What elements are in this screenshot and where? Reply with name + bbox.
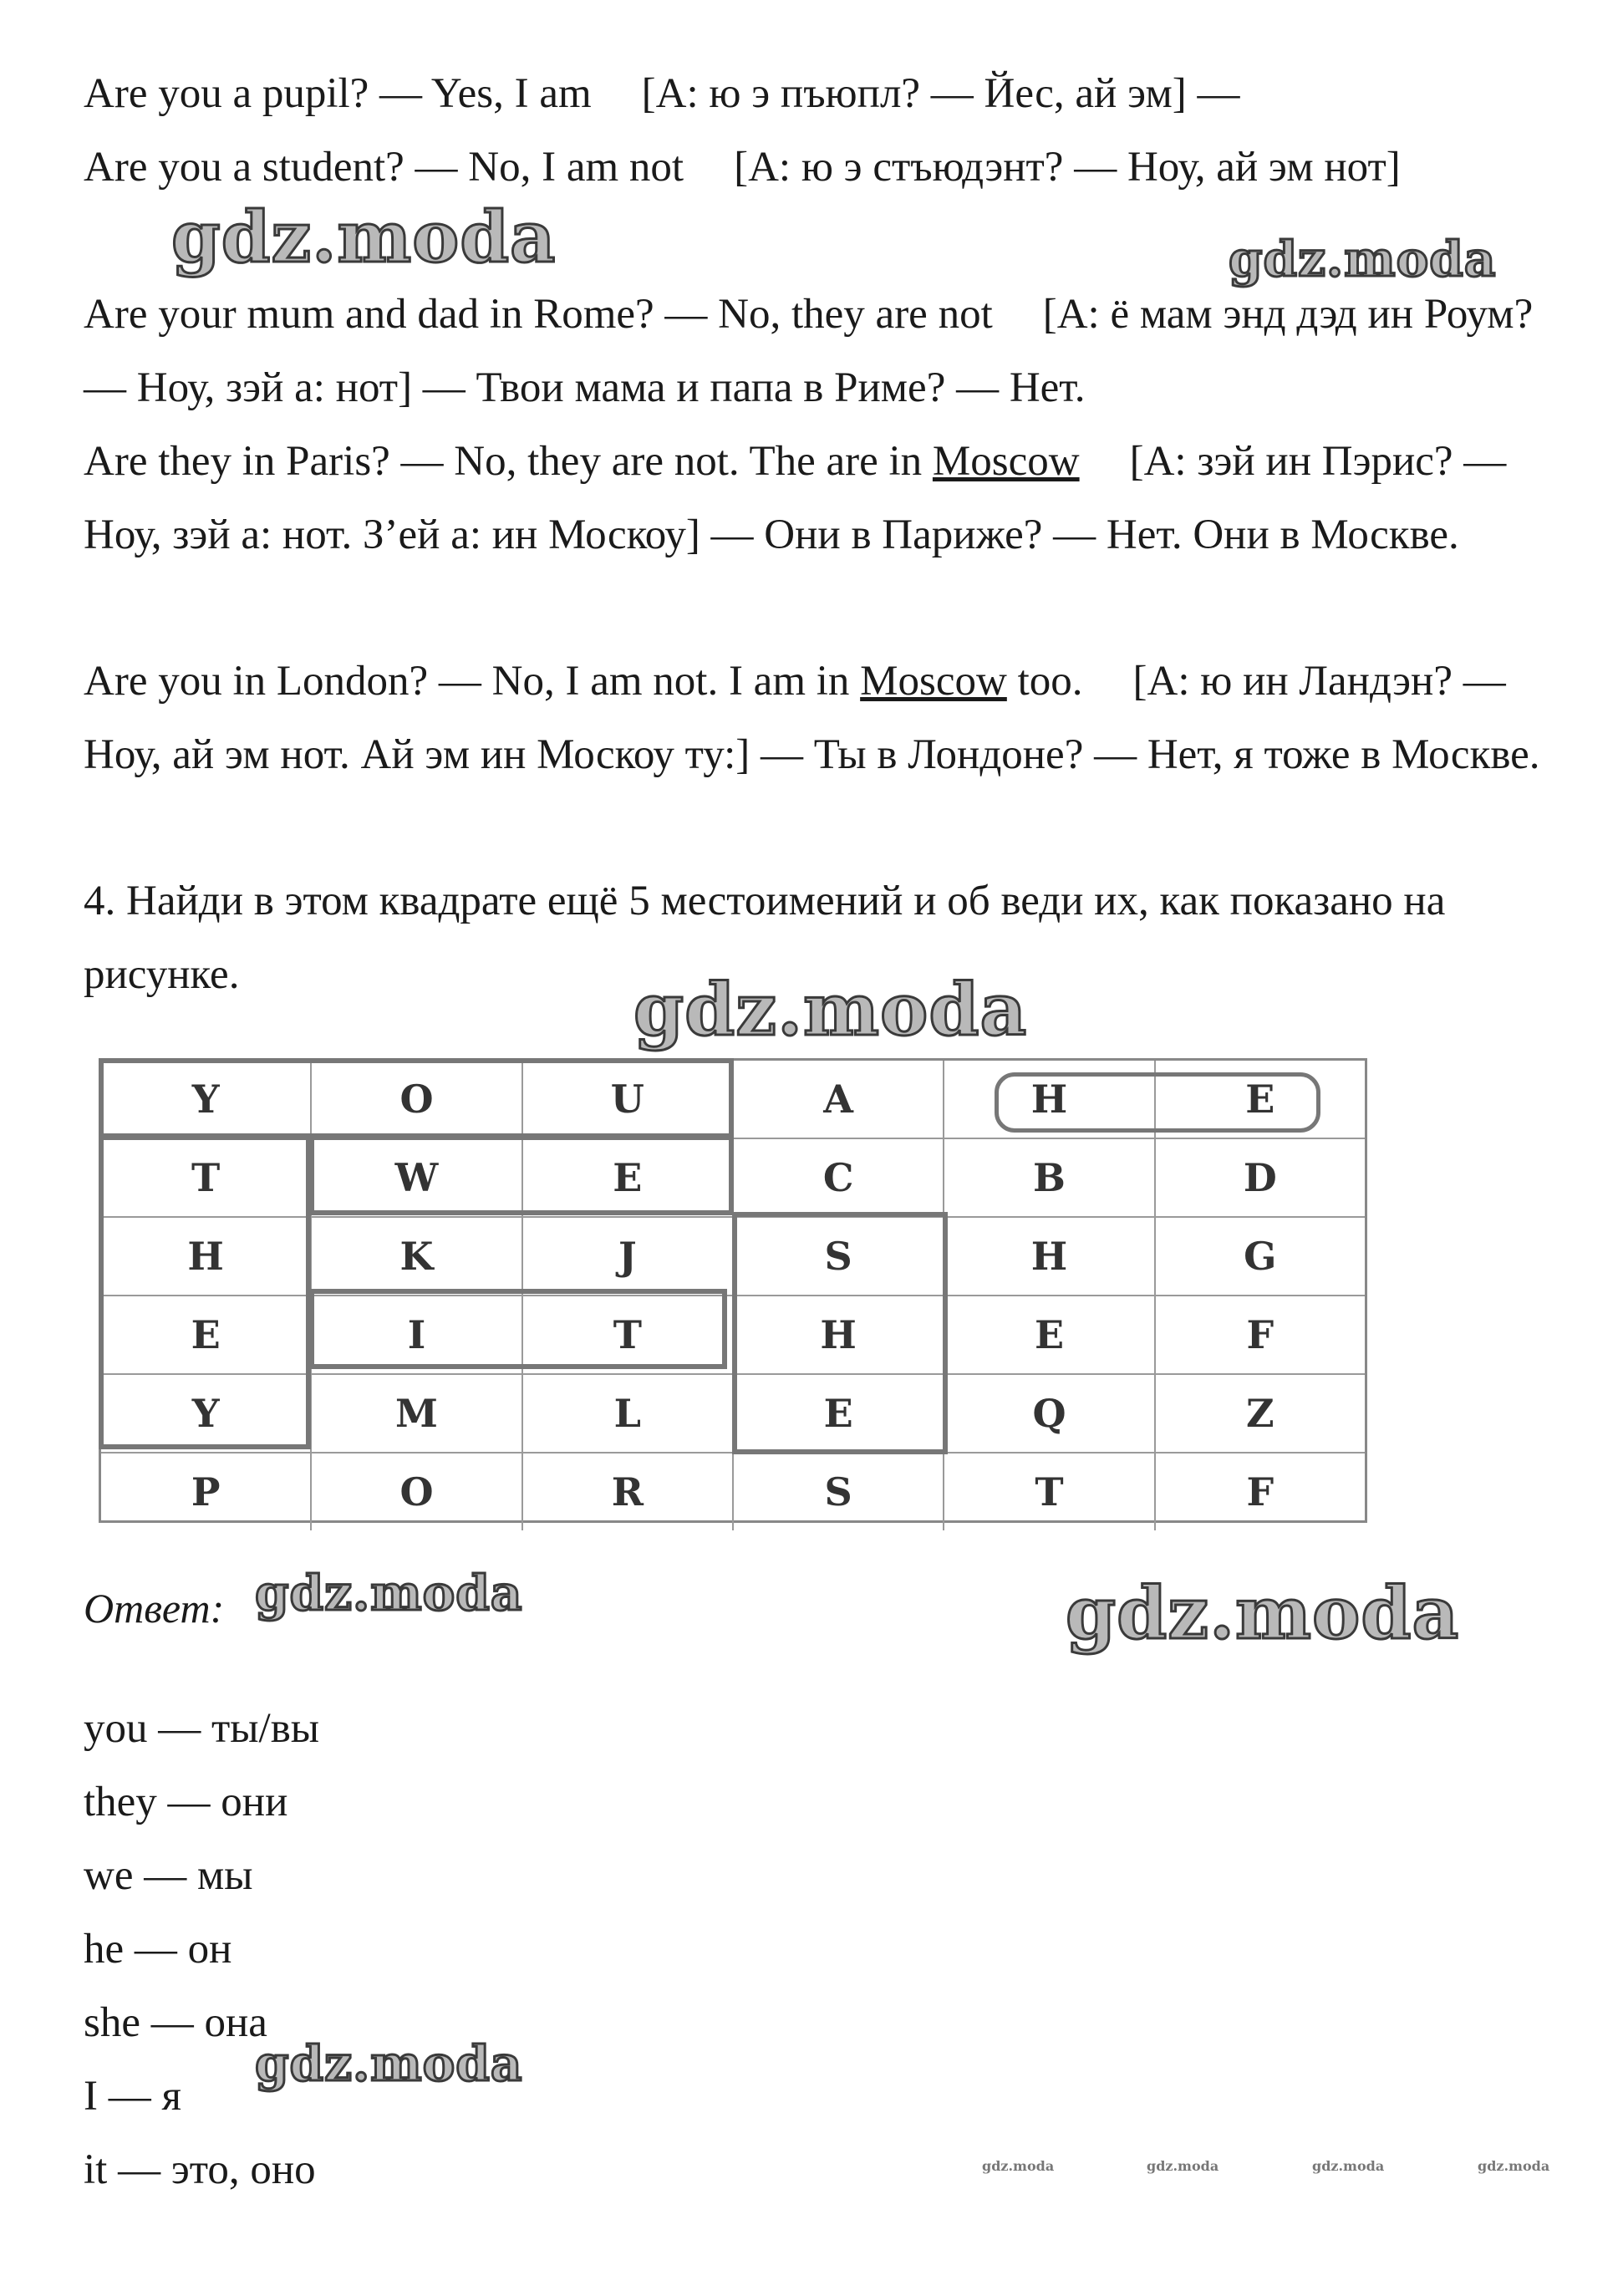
outline-it [309,1289,727,1369]
grid-cell: K [312,1218,522,1295]
answer-item: we — мы [84,1852,253,1899]
grid-cell: W [312,1139,522,1216]
outline-we [309,1135,734,1215]
grid-cell: Z [1246,1391,1274,1436]
grid-cell: Q [944,1375,1155,1452]
english-text: Are they in Paris? — No, they are not. The are in [84,438,923,485]
watermark-small: gdz.moda [982,2158,1055,2174]
grid-cell: E [734,1375,944,1452]
grid-cell: B [944,1139,1155,1216]
answer-label: Ответ: [84,1585,225,1632]
grid-cell: E [101,1296,312,1373]
transcription-text: [А: ю э стъюдэнт? — Ноу, ай эм нот] [734,144,1401,191]
watermark: gdz.moda [633,968,1028,1052]
watermark: gdz.moda [171,196,557,278]
watermark: gdz.moda [255,1565,523,1621]
grid-cell: H [944,1218,1155,1295]
grid-cell: H [101,1218,312,1295]
grid-cell: M [312,1375,522,1452]
grid-cell: E [944,1296,1155,1373]
grid-cell: F [1246,1469,1274,1515]
watermark-small: gdz.moda [1147,2158,1219,2174]
watermark: gdz.moda [1066,1571,1460,1656]
grid-cell: A [734,1061,944,1138]
grid-cell: F [1246,1312,1274,1357]
english-text: Are you a pupil? — Yes, I am [84,70,592,117]
grid-cell: T [101,1139,312,1216]
grid-cell: U [523,1061,734,1138]
grid-cell: L [523,1375,734,1452]
grid-cell: J [523,1218,734,1295]
dialogue-line-student [84,130,1571,204]
english-text: Are your mum and dad in Rome? — No, they are not [84,291,993,338]
english-text: Are you in London? — No, I am not. I am in [84,658,850,705]
answer-list [84,1692,319,2207]
grid-cell: H [734,1296,944,1373]
grid-cell: C [734,1139,944,1216]
answer-item: she — она [84,1999,267,2046]
grid-cell: Y [101,1375,312,1452]
grid-cell: O [312,1453,522,1530]
answer-item: you — ты/вы [84,1705,320,1752]
grid-cell: G [1244,1234,1277,1279]
underlined-city: Moscow [932,438,1080,485]
dialogue-line-rome [84,277,1571,425]
grid-cell: I [312,1296,522,1373]
transcription-text: [А: ё мам энд дэд ин Роум? — Ноу, зэй а: нот] — Твои мама и папа в Риме? — Нет. [84,291,1534,411]
transcription-text: [А: зэй ин Пэрис? — Ноу, зэй а: нот. З’ей а: ин Москоу] — Они в Париже? — Нет. Они в Москве. [84,438,1507,558]
outline-they [99,1135,311,1449]
outline-he-example [995,1072,1320,1133]
english-text-end: too. [1017,658,1083,705]
exercise-4-instruction: 4. Найди в этом квадрате ещё 5 местоимений и об веди их, как показано на рисунке. [84,878,1446,998]
grid-cell: E [523,1139,734,1216]
dialogue-line-paris [84,425,1571,572]
answer-item: it — это, оно [84,2146,316,2193]
grid-cell: E [1245,1077,1275,1122]
english-text: Are you a student? — No, I am not [84,144,684,191]
watermark-small: gdz.moda [1312,2158,1385,2174]
grid-row [101,1453,1365,1530]
grid-cell: T [523,1296,734,1373]
underlined-city: Moscow [860,658,1007,705]
grid-cell: T [944,1453,1155,1530]
grid-cell: Y [101,1061,312,1138]
answer-item: he — он [84,1926,232,1973]
grid-cell: D [1243,1155,1277,1200]
outline-she [732,1212,948,1454]
grid-cell: P [101,1453,312,1530]
dialogue-line-london [84,644,1571,792]
watermark: gdz.moda [255,2035,523,2092]
watermark: gdz.moda [1229,231,1497,288]
dialogue-line-pupil [84,57,1571,130]
grid-cell: O [312,1061,522,1138]
transcription-text: [А: ю ин Ландэн? — Ноу, ай эм нот. Ай эм ин Москоу ту:] — Ты в Лондоне? — Нет, я тоже в Москве. [84,658,1540,778]
grid-cell: R [523,1453,734,1530]
grid-cell: H [944,1061,1155,1138]
grid-cell: S [734,1453,944,1530]
watermark-small: gdz.moda [1478,2158,1550,2174]
answer-item: I — я [84,2073,181,2120]
answer-item: they — они [84,1779,288,1825]
transcription-text: [А: ю э пъюпл? — Йес, ай эм] — [641,70,1240,117]
grid-cell: S [734,1218,944,1295]
outline-you [99,1058,734,1138]
